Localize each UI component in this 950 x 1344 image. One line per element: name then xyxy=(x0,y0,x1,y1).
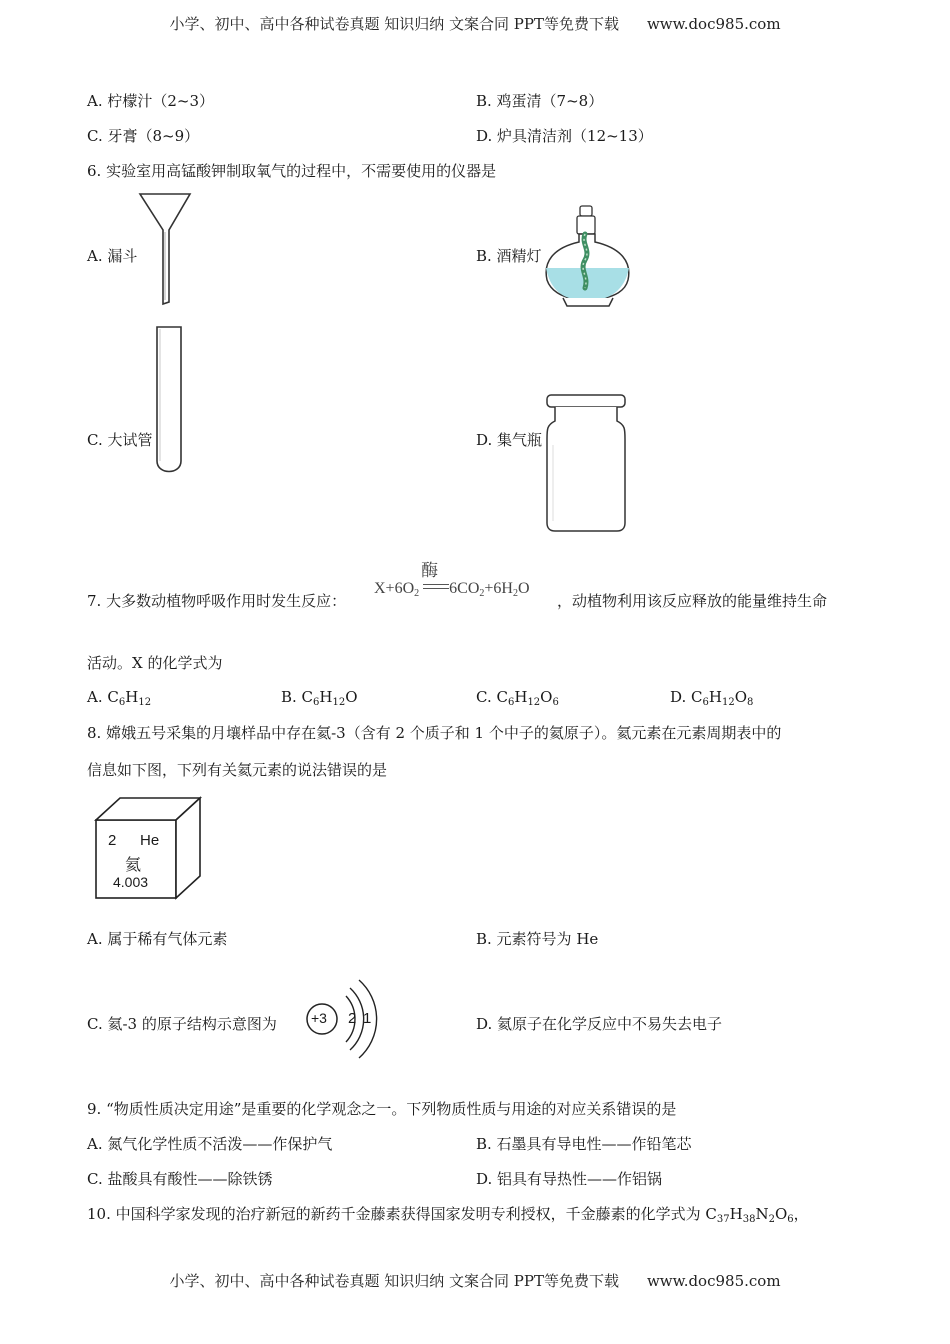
footer-site: www.doc985.com xyxy=(646,1272,781,1290)
element-name: 氦 xyxy=(125,855,142,874)
q5-option-d: D. 炉具清洁剂（12~13） xyxy=(476,127,653,145)
q6-option-d: D. 集气瓶 xyxy=(476,431,543,449)
atomic-number: 2 xyxy=(108,832,117,849)
shell-1-electrons: 2 xyxy=(348,1010,357,1027)
gas-bottle-illustration xyxy=(545,393,627,533)
q8-option-c: C. 氦-3 的原子结构示意图为 xyxy=(87,1015,277,1033)
q6-stem: 6. 实验室用高锰酸钾制取氧气的过程中，不需要使用的仪器是 xyxy=(87,162,497,180)
q7-stem-end: ，动植物利用该反应释放的能量维持生命 xyxy=(557,592,828,610)
q9-option-a: A. 氮气化学性质不活泼——作保护气 xyxy=(87,1135,333,1153)
q7-option-a: A. $C_6H_{12}$ xyxy=(87,688,152,708)
test-tube-illustration xyxy=(155,325,185,477)
q8-option-a: A. 属于稀有气体元素 xyxy=(87,930,228,948)
q8-option-b: B. 元素符号为 He xyxy=(476,930,599,948)
q6-option-c: C. 大试管 xyxy=(87,431,153,449)
page-header xyxy=(0,13,950,34)
q9-stem: 9. “物质性质决定用途”是重要的化学观念之一。下列物质性质与用途的对应关系错误的是 xyxy=(87,1100,677,1118)
q7-stem-start: 7. 大多数动植物呼吸作用时发生反应： xyxy=(87,592,347,610)
eq-catalyst: 酶 xyxy=(421,561,439,581)
q9-option-d: D. 铝具有导热性——作铝锅 xyxy=(476,1170,663,1188)
q6-option-a: A. 漏斗 xyxy=(87,247,138,265)
funnel-illustration xyxy=(138,192,194,307)
q7-stem-line2: 活动。X 的化学式为 xyxy=(87,654,223,672)
q10-stem: 10. 中国科学家发现的治疗新冠的新药千金藤素获得国家发明专利授权，千金藤素的化学式为 $C_{37}H_{38}N_2O_6$， xyxy=(87,1205,809,1225)
header-site: www.doc985.com xyxy=(646,15,781,33)
atomic-structure-diagram xyxy=(304,976,384,1060)
shell-2-electrons: 1 xyxy=(363,1010,372,1027)
q8-stem-line1: 8. 嫦娥五号采集的月壤样品中存在氦-3（含有 2 个质子和 1 个中子的氦原子）。氦元素在元素周期表中的 xyxy=(87,724,782,742)
periodic-table-cell xyxy=(92,796,204,900)
q6-option-b: B. 酒精灯 xyxy=(476,247,542,265)
q9-option-c: C. 盐酸具有酸性——除铁锈 xyxy=(87,1170,273,1188)
q5-option-a: A. 柠檬汁（2~3） xyxy=(87,92,215,110)
q8-option-d: D. 氦原子在化学反应中不易失去电子 xyxy=(476,1015,723,1033)
footer-text: 小学、初中、高中各种试卷真题 知识归纳 文案合同 PPT等免费下载 xyxy=(169,1272,619,1290)
header-text: 小学、初中、高中各种试卷真题 知识归纳 文案合同 PPT等免费下载 xyxy=(169,15,619,33)
alcohol-lamp-illustration xyxy=(543,204,633,308)
q5-option-c: C. 牙膏（8~9） xyxy=(87,127,200,145)
q5-option-b: B. 鸡蛋清（7~8） xyxy=(476,92,604,110)
eq-reactant: X+6O xyxy=(374,580,415,597)
q7-option-b: B. $C_6H_{12}O$ xyxy=(281,688,358,708)
q7-option-c: C. $C_6H_{12}O_6$ xyxy=(476,688,559,708)
nucleus-charge: +3 xyxy=(311,1010,327,1026)
eq-arrow xyxy=(421,561,449,598)
atomic-mass: 4.003 xyxy=(113,874,149,890)
element-symbol: He xyxy=(140,832,160,849)
eq-co2: 6CO xyxy=(449,580,480,597)
page-footer xyxy=(0,1270,950,1291)
q7-option-d: D. $C_6H_{12}O_8$ xyxy=(670,688,754,708)
eq-h2o: +6H xyxy=(484,580,513,597)
q9-option-b: B. 石墨具有导电性——作铅笔芯 xyxy=(476,1135,692,1153)
q8-stem-line2: 信息如下图，下列有关氦元素的说法错误的是 xyxy=(87,761,388,779)
respiration-equation: $X+6O_2$ 酶 $6CO_2+6H_2O$ xyxy=(374,580,530,599)
